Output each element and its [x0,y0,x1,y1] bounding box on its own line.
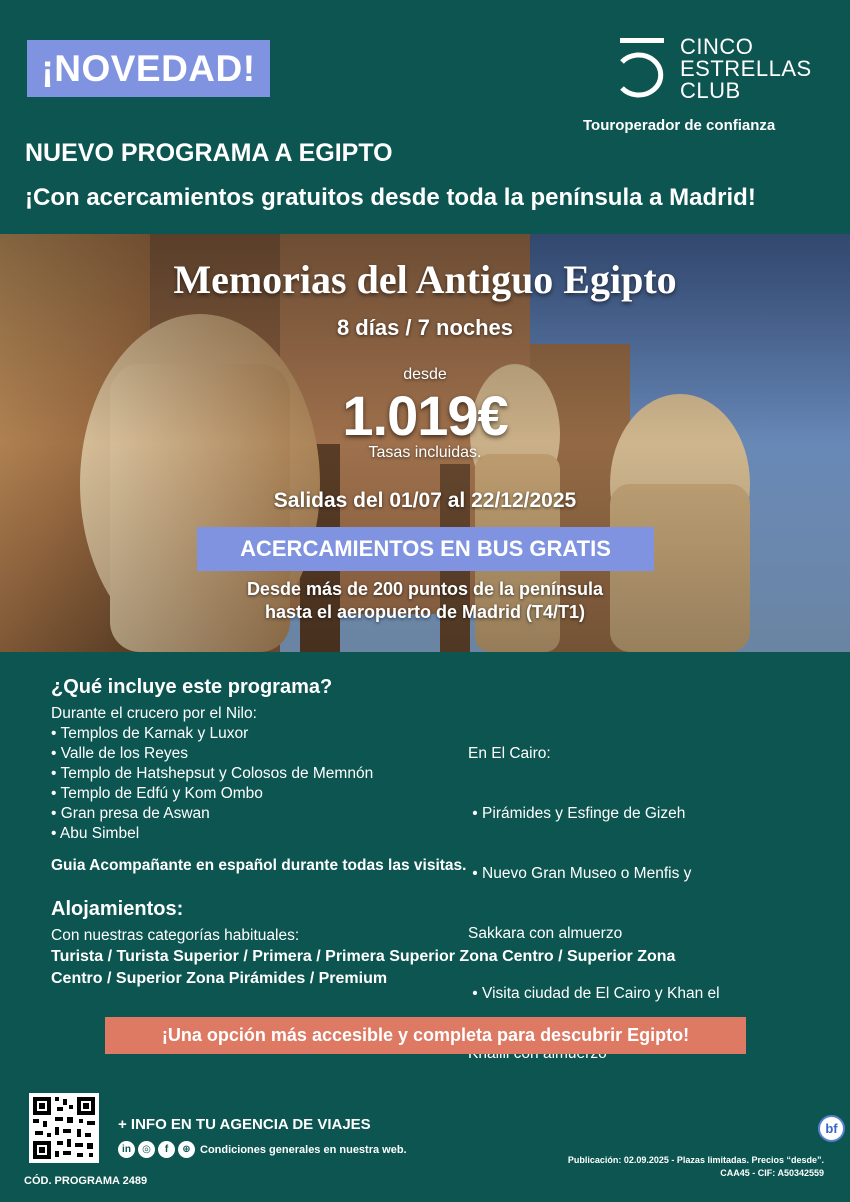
linkedin-icon[interactable]: in [118,1141,135,1158]
guide-note: Guia Acompañante en español durante todas las visitas. [51,857,467,874]
list-item: • Valle de los Reyes [51,745,188,762]
includes-title: ¿Qué incluye este programa? [51,676,333,698]
list-item: Sakkara con almuerzo [468,925,623,942]
logo-line-1: CINCO [680,34,754,59]
page-subtitle: ¡Con acercamientos gratuitos desde toda la península a Madrid! [25,184,756,211]
price-note: Tasas incluidas. [368,444,482,461]
list-item: • Gran presa de Aswan [51,805,210,822]
price-prefix: desde [403,366,447,383]
social-row [118,1141,407,1158]
list-item: • Pirámides y Esfinge de Gizeh [468,805,686,822]
bus-line-2: hasta el aeropuerto de Madrid (T4/T1) [264,602,586,622]
bus-description [0,578,850,624]
list-item: • Nuevo Gran Museo o Menfis y [468,865,692,882]
facebook-icon[interactable]: f [158,1141,175,1158]
qr-code-icon[interactable] [29,1093,99,1163]
conditions-link[interactable]: Condiciones generales en nuestra web. [200,1143,407,1156]
web-icon[interactable]: ⊕ [178,1141,195,1158]
publication-note: Publicación: 02.09.2025 - Plazas limitadas. Precios “desde”. [567,1155,824,1165]
lodging-title: Alojamientos: [51,898,184,920]
lodging-categories-1: Turista / Turista Superior / Primera / Primera Superior Zona Centro / Superior Zona [51,948,676,965]
bf-logo-icon: bf [818,1115,845,1142]
legal-id: CAA45 - CIF: A50342559 [720,1168,824,1178]
more-info-text: + INFO EN TU AGENCIA DE VIAJES [118,1116,371,1133]
list-item: • Templo de Hatshepsut y Colosos de Memnón [51,765,374,782]
list-item: • Visita ciudad de El Cairo y Khan el [468,985,720,1002]
novedad-badge: ¡NOVEDAD! [27,40,270,97]
tagline: Touroperador de confianza [583,117,776,134]
company-logo [618,36,818,106]
program-code: CÓD. PROGRAMA 2489 [24,1175,148,1187]
list-item: • Templo de Edfú y Kom Ombo [51,785,263,802]
program-title: Memorias del Antiguo Egipto [173,257,677,302]
list-item: • Abu Simbel [51,825,140,842]
page-title: NUEVO PROGRAMA A EGIPTO [25,139,393,167]
cta-banner: ¡Una opción más accesible y completa para descubrir Egipto! [105,1017,746,1054]
bus-line-1: Desde más de 200 puntos de la península [246,579,604,599]
list-item: • Templos de Karnak y Luxor [51,725,249,742]
logo-mark-icon [618,36,670,102]
includes-right-heading: En El Cairo: [468,745,551,762]
lodging-categories-2: Centro / Superior Zona Pirámides / Premium [51,970,388,987]
includes-left-heading: Durante el crucero por el Nilo: [51,705,257,722]
program-price: 1.019€ [342,384,508,447]
legal-info [400,1154,824,1180]
instagram-icon[interactable]: ◎ [138,1141,155,1158]
lodging-intro: Con nuestras categorías habituales: [51,927,300,944]
logo-line-2: ESTRELLAS [680,56,812,81]
departure-dates: Salidas del 01/07 al 22/12/2025 [273,489,577,512]
logo-line-3: CLUB [680,78,741,103]
includes-left-column [51,704,451,844]
free-bus-badge: ACERCAMIENTOS EN BUS GRATIS [197,527,654,571]
program-duration: 8 días / 7 noches [336,315,514,340]
